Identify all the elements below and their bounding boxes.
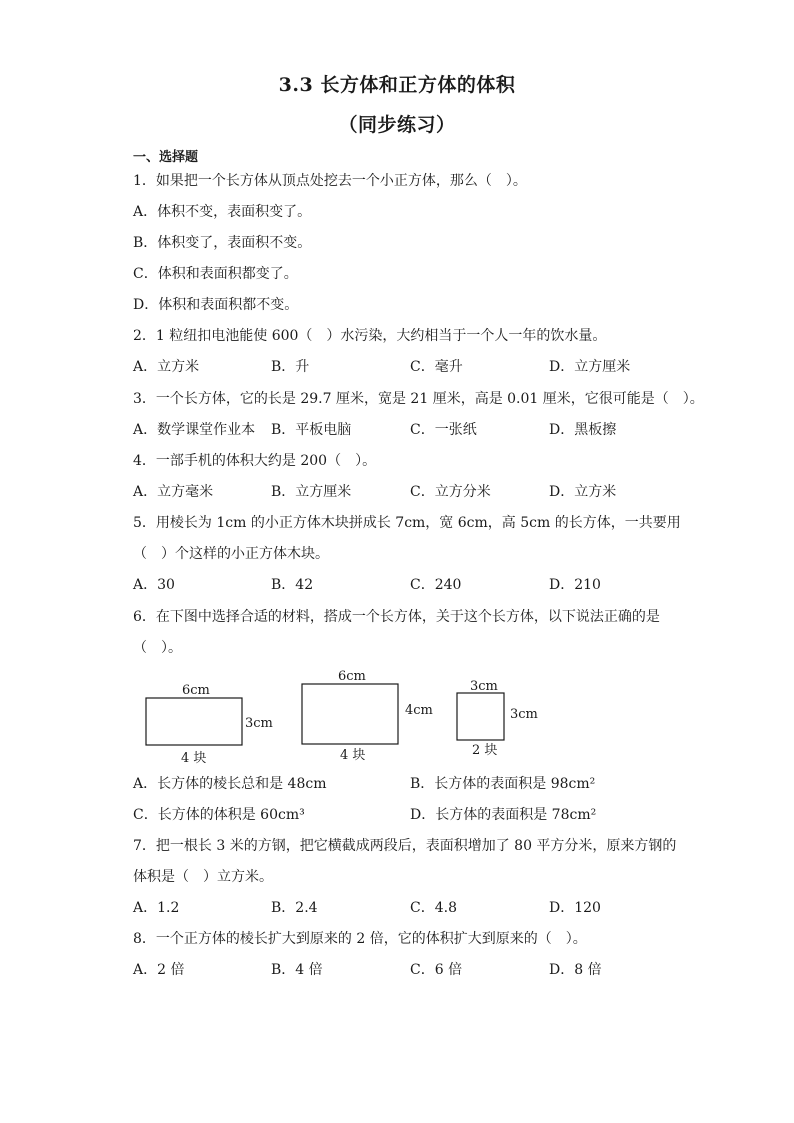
rect-3-top-label: 3cm <box>470 679 498 694</box>
question-5-option-d[interactable]: D．210 <box>549 577 601 593</box>
question-8-stem: 8．一个正方体的棱长扩大到原来的 2 倍，它的体积扩大到原来的（ ）。 <box>133 931 587 947</box>
question-7-stem: 7．把一根长 3 米的方钢，把它横截成两段后，表面积增加了 80 平方分米，原来方钢的 <box>133 838 677 854</box>
rect-1-side-label: 3cm <box>245 716 273 731</box>
rect-1-count-label: 4 块 <box>181 751 207 766</box>
material-figure-svg <box>0 660 794 770</box>
question-2-option-c[interactable]: C．毫升 <box>410 359 463 375</box>
rect-2-count-label: 4 块 <box>340 748 366 763</box>
rect-3-count-label: 2 块 <box>472 743 498 758</box>
page-title: 3.3 长方体和正方体的体积 <box>278 74 516 96</box>
question-4-stem: 4．一部手机的体积大约是 200（ ）。 <box>133 453 377 469</box>
question-5-stem-cont: （ ）个这样的小正方体木块。 <box>133 546 329 562</box>
question-5-stem: 5．用棱长为 1cm 的小正方体木块拼成长 7cm，宽 6cm，高 5cm 的长方体，一共要用 <box>133 515 681 531</box>
question-8-option-a[interactable]: A．2 倍 <box>133 962 185 978</box>
question-6-option-a[interactable]: A．长方体的棱长总和是 48cm <box>133 776 327 792</box>
question-3-option-a[interactable]: A．数学课堂作业本 <box>133 422 256 438</box>
material-rect-1 <box>146 698 242 745</box>
question-7-option-c[interactable]: C．4.8 <box>410 900 457 916</box>
question-3-option-d[interactable]: D．黑板擦 <box>549 422 617 438</box>
question-1-option-a[interactable]: A．体积不变，表面积变了。 <box>133 204 312 220</box>
question-8-option-c[interactable]: C．6 倍 <box>410 962 463 978</box>
rect-2-top-label: 6cm <box>338 669 366 684</box>
question-5-option-a[interactable]: A．30 <box>133 577 175 593</box>
question-6-option-d[interactable]: D．长方体的表面积是 78cm² <box>410 807 597 823</box>
question-4-option-d[interactable]: D．立方米 <box>549 484 617 500</box>
question-3-option-b[interactable]: B．平板电脑 <box>271 422 352 438</box>
question-3-option-c[interactable]: C．一张纸 <box>410 422 477 438</box>
question-2-option-a[interactable]: A．立方米 <box>133 359 200 375</box>
question-2-stem: 2．1 粒纽扣电池能使 600（ ）水污染，大约相当于一个人一年的饮水量。 <box>133 328 607 344</box>
question-1-option-d[interactable]: D．体积和表面积都不变。 <box>133 297 299 313</box>
question-1-stem: 1．如果把一个长方体从顶点处挖去一个小正方体，那么（ ）。 <box>133 173 527 189</box>
rect-2-side-label: 4cm <box>405 703 433 718</box>
question-8-option-b[interactable]: B．4 倍 <box>271 962 323 978</box>
question-4-option-a[interactable]: A．立方毫米 <box>133 484 214 500</box>
question-1-option-c[interactable]: C．体积和表面积都变了。 <box>133 266 298 282</box>
question-1-option-b[interactable]: B．体积变了，表面积不变。 <box>133 235 312 251</box>
question-7-option-b[interactable]: B．2.4 <box>271 900 318 916</box>
question-6-stem: 6．在下图中选择合适的材料，搭成一个长方体，关于这个长方体，以下说法正确的是 <box>133 609 660 625</box>
rect-1-top-label: 6cm <box>182 683 210 698</box>
material-figure <box>0 660 794 770</box>
question-7-option-a[interactable]: A．1.2 <box>133 900 180 916</box>
question-3-stem: 3．一个长方体，它的长是 29.7 厘米，宽是 21 厘米，高是 0.01 厘米，它很可能是（ ）。 <box>133 391 704 407</box>
question-5-option-b[interactable]: B．42 <box>271 577 314 593</box>
section-heading: 一、选择题 <box>133 150 199 165</box>
rect-3-side-label: 3cm <box>510 707 538 722</box>
question-5-option-c[interactable]: C．240 <box>410 577 462 593</box>
question-6-option-c[interactable]: C．长方体的体积是 60cm³ <box>133 807 305 823</box>
page-subtitle: （同步练习） <box>338 114 456 136</box>
question-4-option-b[interactable]: B．立方厘米 <box>271 484 352 500</box>
question-4-option-c[interactable]: C．立方分米 <box>410 484 491 500</box>
question-2-option-d[interactable]: D．立方厘米 <box>549 359 631 375</box>
material-rect-2 <box>302 684 398 744</box>
question-8-option-d[interactable]: D．8 倍 <box>549 962 602 978</box>
question-2-option-b[interactable]: B．升 <box>271 359 310 375</box>
question-6-option-b[interactable]: B．长方体的表面积是 98cm² <box>410 776 596 792</box>
question-7-stem-cont: 体积是（ ）立方米。 <box>133 869 273 885</box>
material-rect-3 <box>457 693 504 740</box>
question-7-option-d[interactable]: D．120 <box>549 900 601 916</box>
question-6-stem-cont: （ ）。 <box>133 640 182 656</box>
